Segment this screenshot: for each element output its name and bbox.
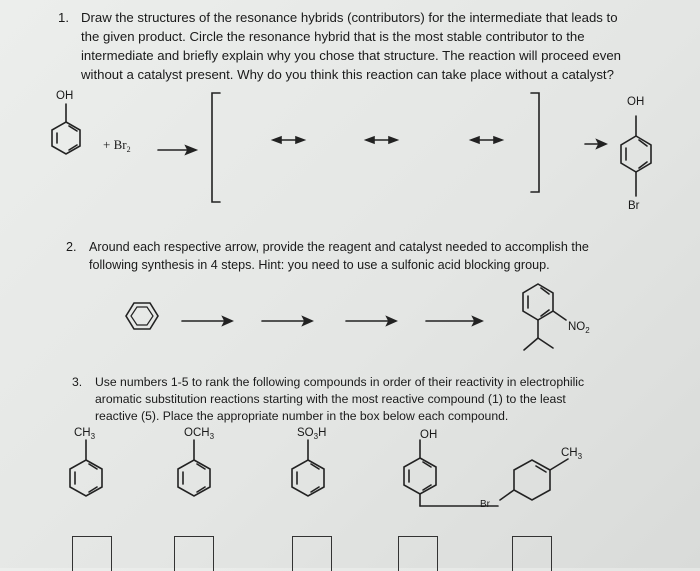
- question-3-line: reactive (5). Place the appropriate number in the box below each compound.: [95, 409, 509, 423]
- rank-answer-box-2[interactable]: [174, 536, 214, 571]
- methyl-group-label: $CH_3$: [561, 447, 583, 461]
- bromophenol-ring: [621, 116, 651, 196]
- left-bracket: [212, 93, 220, 202]
- question-1-line: without a catalyst present. Why do you think this reaction can take place without a catalyst?: [81, 67, 614, 82]
- reactant-hydroxyl-label: OH: [56, 90, 74, 102]
- nitro-group-label: $NO_2$: [568, 321, 590, 335]
- hydroxyl-group-label: OH: [420, 429, 438, 441]
- methyl-group-label: $CH_3$: [74, 427, 96, 441]
- methylcyclohexene-ring: [500, 459, 568, 500]
- rank-answer-box-4[interactable]: [398, 536, 438, 571]
- question-1-line: Draw the structures of the resonance hybrids (contributors) for the intermediate that leads to: [81, 10, 618, 25]
- rank-answer-box-5[interactable]: [512, 536, 552, 571]
- synthesis-arrow: [346, 317, 396, 325]
- resonance-arrow: [273, 137, 304, 143]
- question-2-line: Around each respective arrow, provide the reagent and catalyst needed to accomplish the: [89, 240, 589, 254]
- synthesis-arrow: [426, 317, 482, 325]
- question-2-line: following synthesis in 4 steps. Hint: you need to use a sulfonic acid blocking group.: [89, 258, 550, 272]
- bromophenol-compound-ring: [404, 440, 498, 506]
- benzene-start: [126, 303, 158, 329]
- bromine-reagent-label: + $Br_2$: [103, 137, 131, 154]
- question-1-line: the given product. Circle the resonance hybrid that is the most stable contributor to the: [81, 29, 585, 44]
- phenol-ring: [52, 104, 80, 154]
- nitro-isopropylbenzene-ring: [523, 284, 566, 350]
- product-bromine-label: Br: [628, 200, 640, 212]
- benzenesulfonic-acid-ring: [292, 440, 324, 496]
- methoxy-group-label: $OCH_3$: [184, 427, 215, 441]
- question-3-number: 3.: [72, 375, 83, 389]
- toluene-ring: [70, 440, 102, 496]
- question-2-number: 2.: [66, 240, 77, 254]
- anisole-ring: [178, 440, 210, 496]
- bromine-group-label: Br: [480, 499, 490, 510]
- reaction-arrow: [158, 146, 196, 154]
- question-3-line: Use numbers 1-5 to rank the following compounds in order of their reactivity in electrophilic: [95, 375, 585, 389]
- resonance-arrow: [471, 137, 502, 143]
- rank-answer-box-3[interactable]: [292, 536, 332, 571]
- reaction-arrow: [585, 140, 606, 148]
- question-1-number: 1.: [58, 10, 69, 25]
- product-hydroxyl-label: OH: [627, 96, 645, 108]
- question-3-line: aromatic substitution reactions starting with the most reactive compound (1) to the least: [95, 392, 566, 406]
- sulfonic-acid-group-label: $SO_3H$: [297, 427, 327, 441]
- resonance-arrow: [366, 137, 397, 143]
- question-1-line: intermediate and briefly explain why you chose that structure. The reaction will proceed even: [81, 48, 622, 63]
- rank-answer-box-1[interactable]: [72, 536, 112, 571]
- synthesis-arrow: [182, 317, 232, 325]
- synthesis-arrow: [262, 317, 312, 325]
- right-bracket: [531, 93, 539, 192]
